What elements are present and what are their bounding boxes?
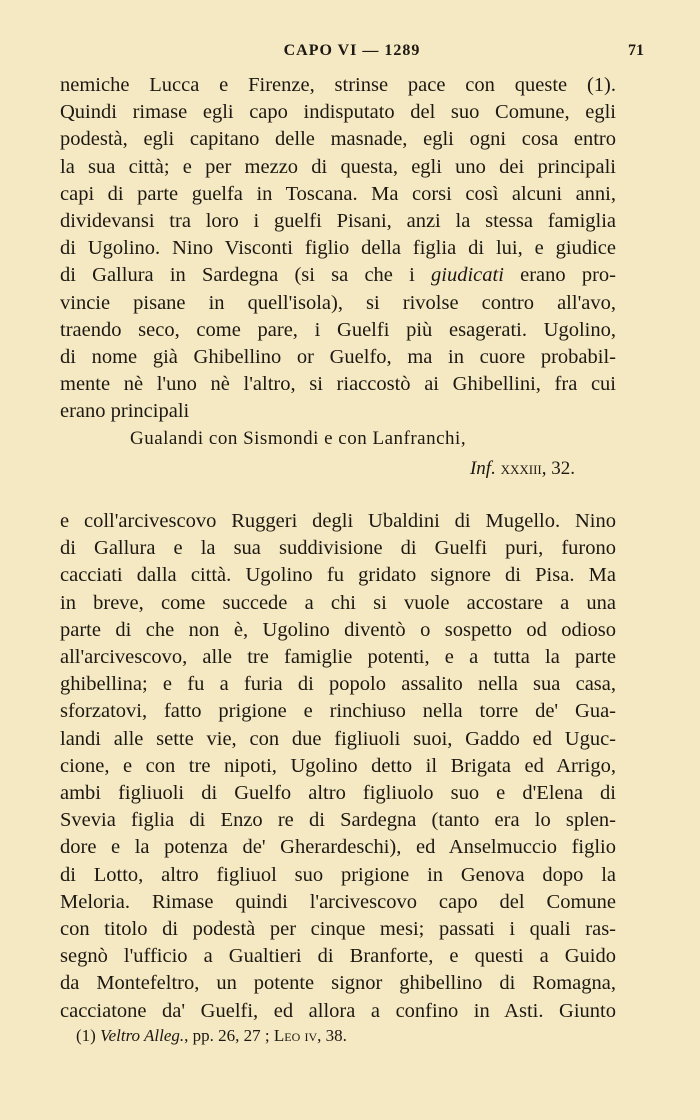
text-line: cacciatone da' Guelfi, ed allora a confino in Asti. Giunto [60,999,616,1022]
verse-quotation: Gualandi con Sismondi e con Lanfranchi, [130,428,467,449]
text-line: Meloria. Rimase quindi l'arcivescovo capo del Comune [60,890,616,913]
text-line: Quindi rimase egli capo indisputato del suo Comune, egli [60,101,616,124]
text-line: podestà, egli capitano delle masnade, egli ogni cosa entro [60,128,616,151]
text-line: di Ugolino. Nino Visconti figlio della figlia di lui, e giudice [60,237,616,260]
footnote [76,1026,347,1046]
citation-work: Inf. [469,458,496,479]
text-line: cione, e con tre nipoti, Ugolino detto il Brigata ed Arrigo, [60,754,616,777]
footnote-author: Leo [273,1026,301,1045]
text-line: segnò l'ufficio a Gualtieri di Branforte, e questi a Guido [60,945,616,968]
page-header [60,42,644,68]
text-line: erano principali [60,400,190,423]
text-line: di Gallura e la sua suddivisione di Guelfi puri, furono [60,537,616,560]
text-line: capi di parte guelfa in Toscana. Ma corsi così alcuni anni, [60,182,616,205]
footnote-work: Veltro Alleg. [100,1026,185,1045]
page-number: 71 [628,42,644,59]
running-head: CAPO VI — 1289 [283,42,421,59]
text-line: landi alle sette vie, con due figliuoli suoi, Gaddo ed Uguc- [60,727,616,750]
footnote-pages: , pp. 26, 27 ; [184,1026,274,1045]
text-line: all'arcivescovo, alle tre famiglie potenti, e a tutta la parte [60,646,616,669]
text-line: sforzatovi, fatto prigione e rinchiuso nella torre de' Gua- [60,700,616,723]
text-segment: di Gallura in Sardegna (si sa che i [60,264,432,287]
text-line: ghibellina; e fu a furia di popolo assalito nella sua casa, [60,673,616,696]
text-line: Svevia figlia di Enzo re di Sardegna (tanto era lo splen- [60,809,616,832]
text-line: dore e la potenza de' Gherardeschi), ed Anselmuccio figlio [60,836,616,859]
text-line: di nome già Ghibellino or Guelfo, ma in cuore probabil- [60,346,616,369]
paragraph-1 [60,72,616,426]
text-line: cacciati dalla città. Ugolino fu gridato signore di Pisa. Ma [60,564,616,587]
text-line: parte di che non è, Ugolino diventò o sospetto od odioso [60,618,616,641]
italic-term: giudicati [431,264,504,287]
text-line: da Montefeltro, un potente signor ghibellino di Romagna, [60,972,616,995]
text-line: traendo seco, come pare, i Guelfi più esagerati. Ugolino, [60,318,616,341]
footnote-ref: iv, 38. [300,1026,347,1045]
verse-citation [470,458,575,480]
paragraph-2 [60,508,616,1025]
text-line: di Lotto, altro figliuol suo prigione in Genova dopo la [60,863,616,886]
text-line: mente nè l'uno nè l'altro, si riaccostò ai Ghibellini, fra cui [60,373,616,396]
text-line: in breve, come succede a chi si vuole accostare a una [60,591,616,614]
citation-ref: xxxiii, 32. [500,458,575,479]
text-line: e coll'arcivescovo Ruggeri degli Ubaldini di Mugello. Nino [60,510,616,532]
footnote-marker: (1) [76,1026,96,1045]
text-segment: erano pro- [503,264,616,287]
text-line: ambi figliuoli di Guelfo altro figliuolo suo e d'Elena di [60,782,616,805]
text-line: vincie pisane in quell'isola), si rivolse contro all'avo, [60,291,616,314]
text-line: con titolo di podestà per cinque mesi; passati i quali ras- [60,918,616,941]
text-line: dividevansi tra loro i guelfi Pisani, anzi la stessa famiglia [60,210,616,233]
text-line [60,262,616,289]
text-line: la sua città; e per mezzo di questa, egli uno dei principali [60,155,616,178]
text-line: nemiche Lucca e Firenze, strinse pace con queste (1). [60,74,616,96]
